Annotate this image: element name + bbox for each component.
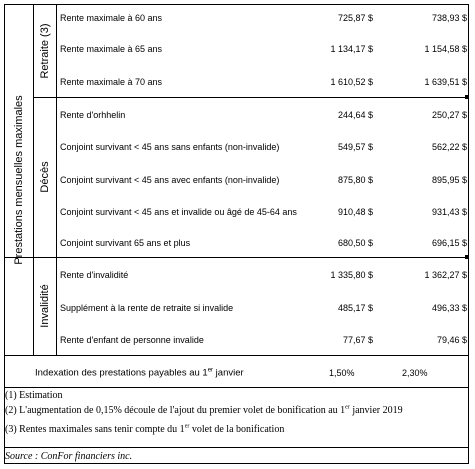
row-value-1: 1 134,17 $	[330, 44, 373, 54]
row-label: Rente d'orhhelin	[60, 110, 126, 120]
indexation-value-1: 1,50%	[329, 368, 355, 378]
main-group-label: Prestations mensuelles maximales	[13, 95, 25, 265]
row-value-2: 738,93 $	[431, 13, 467, 23]
row-value-2: 496,33 $	[431, 303, 467, 313]
row-value-2: 696,15 $	[431, 238, 467, 248]
rule	[4, 447, 469, 448]
row-value-2: 1 639,51 $	[424, 77, 467, 87]
table-frame	[4, 4, 469, 464]
row-label: Rente d'invalidité	[60, 270, 129, 280]
row-label: Conjoint survivant < 45 ans et invalide ou âgé de 45-64 ans	[60, 207, 297, 217]
resize-handle[interactable]	[465, 255, 469, 259]
row-label: Supplément à la rente de retraite si invalide	[60, 303, 234, 313]
resize-handle[interactable]	[465, 95, 469, 99]
rule	[4, 257, 469, 258]
row-value-2: 1 362,27 $	[424, 270, 467, 280]
row-value-2: 562,22 $	[431, 142, 467, 152]
rule	[33, 97, 469, 98]
row-value-1: 725,87 $	[337, 13, 373, 23]
row-label: Rente d'enfant de personne invalide	[60, 335, 204, 345]
source-note: Source : ConFor financiers inc.	[5, 451, 133, 462]
indexation-label: Indexation des prestations payables au 1er janvier	[35, 367, 244, 379]
group-label-deces: Décès	[39, 161, 51, 193]
group-label-invalidite: Invalidité	[39, 284, 51, 328]
row-label: Rente maximale à 60 ans	[60, 13, 163, 23]
footnote: (3) Rentes maximales sans tenir compte du 1er volet de la bonification	[5, 423, 285, 435]
row-value-1: 875,80 $	[337, 175, 373, 185]
footnote: (1) Estimation	[5, 390, 63, 401]
rule	[33, 4, 34, 355]
row-label: Conjoint survivant < 45 ans sans enfants (non-invalide)	[60, 142, 280, 152]
row-value-1: 549,57 $	[337, 142, 373, 152]
row-value-2: 895,95 $	[431, 175, 467, 185]
row-value-1: 910,48 $	[337, 207, 373, 217]
indexation-value-2: 2,30%	[402, 368, 428, 378]
rule	[4, 387, 469, 388]
row-value-1: 680,50 $	[337, 238, 373, 248]
row-value-1: 77,67 $	[342, 335, 373, 345]
row-value-2: 250,27 $	[431, 110, 467, 120]
row-value-1: 244,64 $	[337, 110, 373, 120]
row-label: Rente maximale à 65 ans	[60, 44, 163, 54]
rule	[4, 355, 469, 356]
row-label: Rente maximale à 70 ans	[60, 77, 163, 87]
row-value-2: 931,43 $	[431, 207, 467, 217]
row-value-1: 1 610,52 $	[330, 77, 373, 87]
row-label: Conjoint survivant < 45 ans avec enfants (non-invalide)	[60, 175, 280, 185]
group-label-retraite: Retraite (3)	[39, 23, 51, 79]
row-value-1: 1 335,80 $	[330, 270, 373, 280]
rule	[56, 4, 57, 355]
row-label: Conjoint survivant 65 ans et plus	[60, 238, 191, 248]
row-value-2: 1 154,58 $	[424, 44, 467, 54]
row-value-1: 485,17 $	[337, 303, 373, 313]
footnote: (2) L'augmentation de 0,15% découle de l'ajout du premier volet de bonification au 1er janvier 2019	[5, 404, 403, 416]
row-value-2: 79,46 $	[436, 335, 467, 345]
